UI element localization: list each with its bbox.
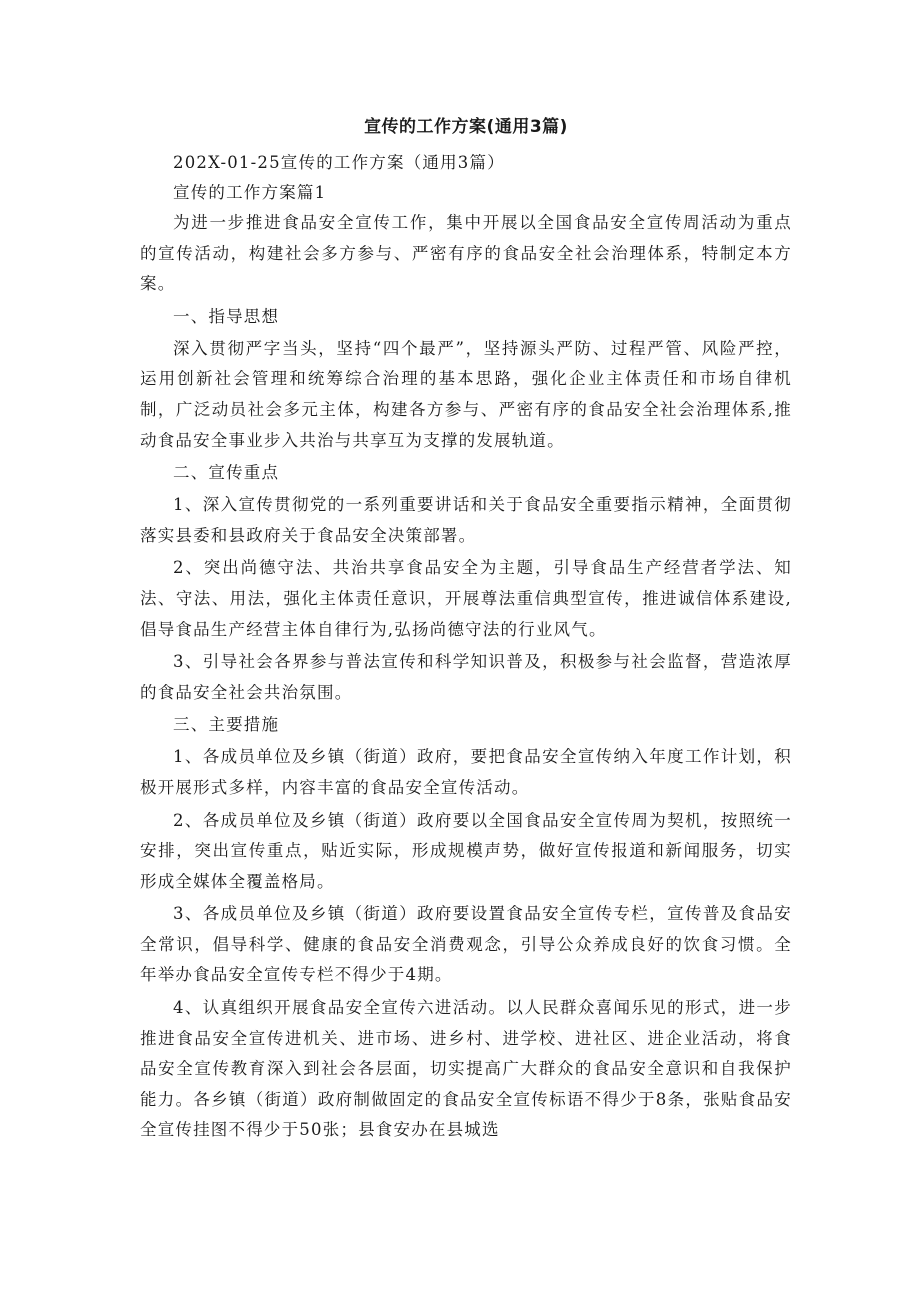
paragraph-focus-3: 3、引导社会各界参与普法宣传和科学知识普及，积极参与社会监督，营造浓厚的食品安全社会共治氛围。 xyxy=(140,652,792,702)
section-title: 宣传的工作方案篇1 xyxy=(173,183,327,202)
paragraph-measure-3: 3、各成员单位及乡镇（街道）政府要设置食品安全宣传专栏，宣传普及食品安全常识，倡导科学、健康的食品安全消费观念，引导公众养成良好的饮食习惯。全年举办食品安全宣传专栏不得少于4期。 xyxy=(140,904,792,985)
paragraph-focus-2: 2、突出尚德守法、共治共享食品安全为主题，引导食品生产经营者学法、知法、守法、用法，强化主体责任意识，开展尊法重信典型宣传，推进诚信体系建设,倡导食品生产经营主体自律行为,弘扬尚德守法的行业风气。 xyxy=(140,558,792,639)
paragraph-measure-4: 4、认真组织开展食品安全宣传六进活动。以人民群众喜闻乐见的形式，进一步推进食品安全宣传进机关、进市场、进乡村、进学校、进社区、进企业活动，将食品安全宣传教育深入到社会各层面，切实提高广大群众的食品安全意识和自我保护能力。各乡镇（街道）政府制做固定的食品安全宣传标语不得少于8条，张贴食品安全宣传挂图不得少于50张；县食安办在县城选 xyxy=(140,998,792,1140)
paragraph-focus-1: 1、深入宣传贯彻党的一系列重要讲话和关于食品安全重要指示精神，全面贯彻落实县委和县政府关于食品安全决策部署。 xyxy=(140,495,792,545)
document-title: 宣传的工作方案(通用3篇) xyxy=(364,117,568,137)
heading-publicity-focus: 二、宣传重点 xyxy=(173,463,280,483)
document-body xyxy=(140,112,792,1148)
intro-paragraph: 为进一步推进食品安全宣传工作，集中开展以全国食品安全宣传周活动为重点的宣传活动，构建社会多方参与、严密有序的食品安全社会治理体系，特制定本方案。 xyxy=(140,213,792,294)
heading-main-measures: 三、主要措施 xyxy=(173,715,280,735)
meta-line: 202X-01-25宣传的工作方案（通用3篇） xyxy=(173,153,505,172)
paragraph-measure-2: 2、各成员单位及乡镇（街道）政府要以全国食品安全宣传周为契机，按照统一安排，突出宣传重点，贴近实际，形成规模声势，做好宣传报道和新闻服务，切实形成全媒体全覆盖格局。 xyxy=(140,810,792,891)
paragraph-measure-1: 1、各成员单位及乡镇（街道）政府，要把食品安全宣传纳入年度工作计划，积极开展形式多样，内容丰富的食品安全宣传活动。 xyxy=(140,747,792,797)
paragraph-guiding-ideology: 深入贯彻严字当头，坚持“四个最严”，坚持源头严防、过程严管、风险严控，运用创新社会管理和统筹综合治理的基本思路，强化企业主体责任和市场自律机制，广泛动员社会多元主体，构建各方参与、严密有序的食品安全社会治理体系,推动食品安全事业步入共治与共享互为支撑的发展轨道。 xyxy=(140,338,792,450)
heading-guiding-ideology: 一、指导思想 xyxy=(173,306,280,326)
